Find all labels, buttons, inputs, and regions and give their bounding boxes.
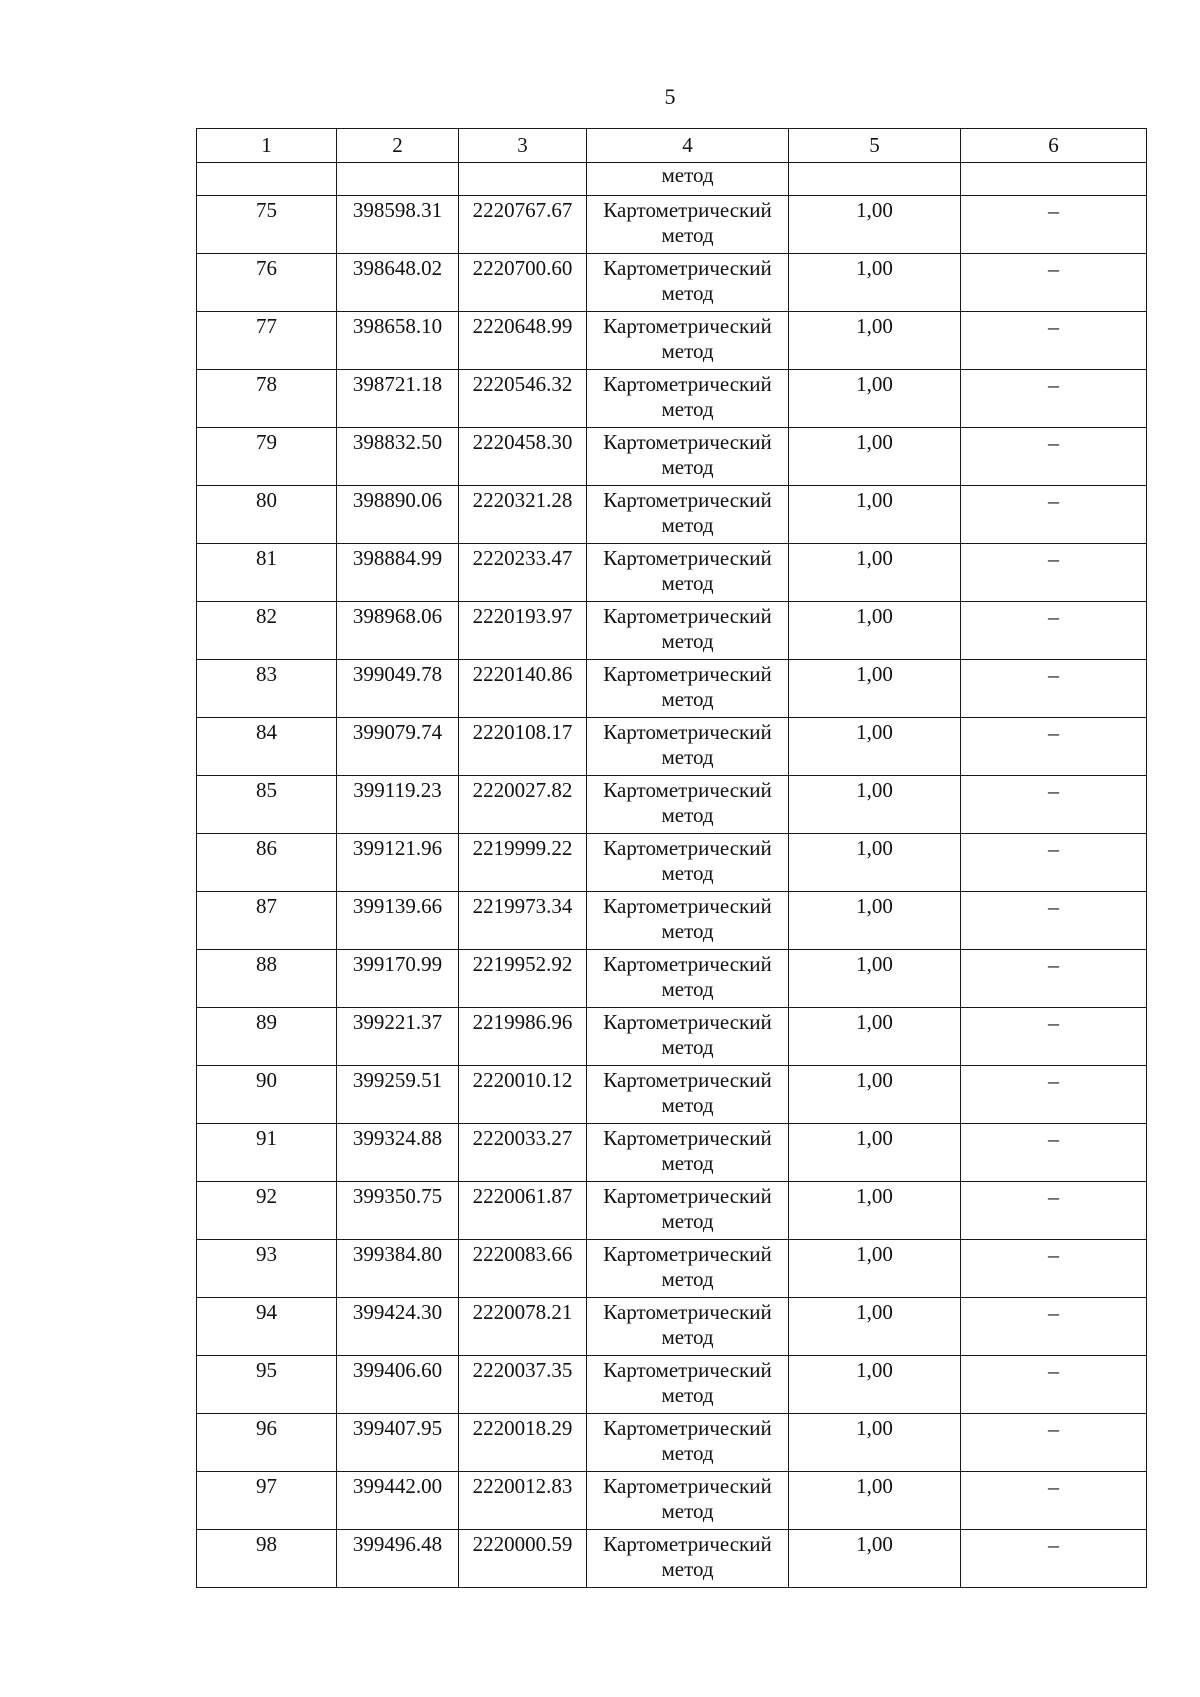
- table-row: [197, 1530, 1147, 1588]
- method-line-2: метод: [661, 571, 714, 595]
- table-row: [197, 1008, 1147, 1066]
- method-cell: [587, 892, 789, 950]
- method-line-1: Картометрический: [603, 1010, 772, 1034]
- method-line-1: Картометрический: [603, 1184, 772, 1208]
- method-line-1: Картометрический: [603, 198, 772, 222]
- y-coordinate-cell: 2220193.97: [459, 602, 587, 660]
- point-number-cell: 76: [197, 254, 337, 312]
- x-coordinate-cell: 398648.02: [337, 254, 459, 312]
- y-coordinate-cell: 2220012.83: [459, 1472, 587, 1530]
- continuation-row: [197, 163, 1147, 196]
- x-coordinate-cell: 398884.99: [337, 544, 459, 602]
- point-number-cell: 97: [197, 1472, 337, 1530]
- y-coordinate-cell: 2219952.92: [459, 950, 587, 1008]
- table-row: [197, 1240, 1147, 1298]
- note-cell: –: [961, 660, 1147, 718]
- method-cell: [587, 1008, 789, 1066]
- table-row: [197, 1298, 1147, 1356]
- method-line-1: Картометрический: [603, 1126, 772, 1150]
- x-coordinate-cell: 399121.96: [337, 834, 459, 892]
- table-row: [197, 660, 1147, 718]
- y-coordinate-cell: 2220321.28: [459, 486, 587, 544]
- table-row: [197, 892, 1147, 950]
- note-cell: –: [961, 1472, 1147, 1530]
- method-cell: [587, 776, 789, 834]
- note-cell: –: [961, 776, 1147, 834]
- method-cell: [587, 1240, 789, 1298]
- method-line-2: метод: [661, 803, 714, 827]
- note-cell: –: [961, 1356, 1147, 1414]
- table-body: [197, 129, 1147, 1588]
- x-coordinate-cell: 399119.23: [337, 776, 459, 834]
- method-line-2: метод: [661, 281, 714, 305]
- x-coordinate-cell: 399384.80: [337, 1240, 459, 1298]
- header-cell-4: 4: [587, 129, 789, 163]
- method-cell: [587, 428, 789, 486]
- y-coordinate-cell: 2219999.22: [459, 834, 587, 892]
- continuation-cell-2: [337, 163, 459, 196]
- method-line-2: метод: [661, 223, 714, 247]
- x-coordinate-cell: 399079.74: [337, 718, 459, 776]
- method-cell: [587, 1472, 789, 1530]
- table-row: [197, 718, 1147, 776]
- accuracy-cell: 1,00: [789, 776, 961, 834]
- point-number-cell: 84: [197, 718, 337, 776]
- x-coordinate-cell: 399350.75: [337, 1182, 459, 1240]
- header-cell-2: 2: [337, 129, 459, 163]
- point-number-cell: 81: [197, 544, 337, 602]
- table-row: [197, 950, 1147, 1008]
- table-row: [197, 312, 1147, 370]
- y-coordinate-cell: 2220767.67: [459, 196, 587, 254]
- method-line-2: метод: [661, 1267, 714, 1291]
- y-coordinate-cell: 2220648.99: [459, 312, 587, 370]
- note-cell: –: [961, 834, 1147, 892]
- table-row: [197, 1066, 1147, 1124]
- point-number-cell: 78: [197, 370, 337, 428]
- method-cell: [587, 602, 789, 660]
- y-coordinate-cell: 2219986.96: [459, 1008, 587, 1066]
- accuracy-cell: 1,00: [789, 602, 961, 660]
- method-line-2: метод: [661, 455, 714, 479]
- note-cell: –: [961, 370, 1147, 428]
- method-line-1: Картометрический: [603, 1358, 772, 1382]
- point-number-cell: 85: [197, 776, 337, 834]
- page-number: 5: [664, 84, 676, 109]
- accuracy-cell: 1,00: [789, 1182, 961, 1240]
- point-number-cell: 79: [197, 428, 337, 486]
- point-number-cell: 91: [197, 1124, 337, 1182]
- point-number-cell: 90: [197, 1066, 337, 1124]
- table-row: [197, 370, 1147, 428]
- point-number-cell: 88: [197, 950, 337, 1008]
- method-cell: [587, 718, 789, 776]
- x-coordinate-cell: 398721.18: [337, 370, 459, 428]
- accuracy-cell: 1,00: [789, 312, 961, 370]
- coordinates-table: [196, 128, 1147, 1588]
- table-row: [197, 1414, 1147, 1472]
- note-cell: –: [961, 486, 1147, 544]
- note-cell: –: [961, 950, 1147, 1008]
- accuracy-cell: 1,00: [789, 1008, 961, 1066]
- method-line-1: Картометрический: [603, 836, 772, 860]
- method-cell: [587, 1356, 789, 1414]
- accuracy-cell: 1,00: [789, 428, 961, 486]
- x-coordinate-cell: 399424.30: [337, 1298, 459, 1356]
- x-coordinate-cell: 399406.60: [337, 1356, 459, 1414]
- x-coordinate-cell: 399324.88: [337, 1124, 459, 1182]
- point-number-cell: 87: [197, 892, 337, 950]
- method-cell: [587, 544, 789, 602]
- note-cell: –: [961, 1124, 1147, 1182]
- point-number-cell: 86: [197, 834, 337, 892]
- x-coordinate-cell: 399259.51: [337, 1066, 459, 1124]
- table-row: [197, 1124, 1147, 1182]
- method-cell: [587, 1414, 789, 1472]
- note-cell: –: [961, 254, 1147, 312]
- method-line-2: метод: [661, 919, 714, 943]
- x-coordinate-cell: 398890.06: [337, 486, 459, 544]
- table-row: [197, 776, 1147, 834]
- y-coordinate-cell: 2220027.82: [459, 776, 587, 834]
- x-coordinate-cell: 399496.48: [337, 1530, 459, 1588]
- table-row: [197, 428, 1147, 486]
- table-row: [197, 196, 1147, 254]
- method-line-1: Картометрический: [603, 720, 772, 744]
- method-line-1: Картометрический: [603, 662, 772, 686]
- method-line-1: Картометрический: [603, 256, 772, 280]
- method-cell: [587, 1298, 789, 1356]
- method-cell: [587, 1124, 789, 1182]
- continuation-method-cell: метод: [587, 163, 789, 196]
- method-line-2: метод: [661, 1035, 714, 1059]
- note-cell: –: [961, 718, 1147, 776]
- method-cell: [587, 950, 789, 1008]
- point-number-cell: 80: [197, 486, 337, 544]
- point-number-cell: 89: [197, 1008, 337, 1066]
- table-row: [197, 1472, 1147, 1530]
- x-coordinate-cell: 399139.66: [337, 892, 459, 950]
- method-cell: [587, 254, 789, 312]
- method-cell: [587, 1530, 789, 1588]
- note-cell: –: [961, 1298, 1147, 1356]
- y-coordinate-cell: 2220061.87: [459, 1182, 587, 1240]
- table-row: [197, 544, 1147, 602]
- method-line-1: Картометрический: [603, 604, 772, 628]
- x-coordinate-cell: 399221.37: [337, 1008, 459, 1066]
- note-cell: –: [961, 1240, 1147, 1298]
- note-cell: –: [961, 1530, 1147, 1588]
- accuracy-cell: 1,00: [789, 1298, 961, 1356]
- continuation-cell-5: [789, 163, 961, 196]
- method-line-1: Картометрический: [603, 1068, 772, 1092]
- note-cell: –: [961, 312, 1147, 370]
- y-coordinate-cell: 2220010.12: [459, 1066, 587, 1124]
- accuracy-cell: 1,00: [789, 1356, 961, 1414]
- method-line-1: Картометрический: [603, 778, 772, 802]
- method-line-1: Картометрический: [603, 488, 772, 512]
- method-line-2: метод: [661, 339, 714, 363]
- y-coordinate-cell: 2219973.34: [459, 892, 587, 950]
- y-coordinate-cell: 2220037.35: [459, 1356, 587, 1414]
- method-line-1: Картометрический: [603, 1532, 772, 1556]
- method-cell: [587, 1182, 789, 1240]
- method-line-2: метод: [661, 687, 714, 711]
- method-line-2: метод: [661, 745, 714, 769]
- note-cell: –: [961, 428, 1147, 486]
- x-coordinate-cell: 399407.95: [337, 1414, 459, 1472]
- method-line-2: метод: [661, 1557, 714, 1581]
- accuracy-cell: 1,00: [789, 370, 961, 428]
- method-line-2: метод: [661, 1151, 714, 1175]
- accuracy-cell: 1,00: [789, 544, 961, 602]
- x-coordinate-cell: 398832.50: [337, 428, 459, 486]
- note-cell: –: [961, 602, 1147, 660]
- method-line-1: Картометрический: [603, 1474, 772, 1498]
- method-line-2: метод: [661, 1383, 714, 1407]
- table-row: [197, 1356, 1147, 1414]
- accuracy-cell: 1,00: [789, 718, 961, 776]
- accuracy-cell: 1,00: [789, 1066, 961, 1124]
- y-coordinate-cell: 2220108.17: [459, 718, 587, 776]
- x-coordinate-cell: 398968.06: [337, 602, 459, 660]
- header-cell-1: 1: [197, 129, 337, 163]
- y-coordinate-cell: 2220546.32: [459, 370, 587, 428]
- accuracy-cell: 1,00: [789, 1530, 961, 1588]
- method-line-2: метод: [661, 1209, 714, 1233]
- note-cell: –: [961, 1182, 1147, 1240]
- method-line-1: Картометрический: [603, 1416, 772, 1440]
- method-cell: [587, 834, 789, 892]
- method-line-2: метод: [661, 861, 714, 885]
- accuracy-cell: 1,00: [789, 660, 961, 718]
- method-cell: [587, 486, 789, 544]
- point-number-cell: 96: [197, 1414, 337, 1472]
- y-coordinate-cell: 2220700.60: [459, 254, 587, 312]
- y-coordinate-cell: 2220018.29: [459, 1414, 587, 1472]
- y-coordinate-cell: 2220233.47: [459, 544, 587, 602]
- continuation-cell-1: [197, 163, 337, 196]
- point-number-cell: 93: [197, 1240, 337, 1298]
- y-coordinate-cell: 2220083.66: [459, 1240, 587, 1298]
- accuracy-cell: 1,00: [789, 892, 961, 950]
- accuracy-cell: 1,00: [789, 834, 961, 892]
- y-coordinate-cell: 2220000.59: [459, 1530, 587, 1588]
- method-line-2: метод: [661, 397, 714, 421]
- x-coordinate-cell: 399170.99: [337, 950, 459, 1008]
- table-row: [197, 486, 1147, 544]
- method-line-2: метод: [661, 513, 714, 537]
- method-line-2: метод: [661, 977, 714, 1001]
- method-cell: [587, 660, 789, 718]
- point-number-cell: 98: [197, 1530, 337, 1588]
- note-cell: –: [961, 1008, 1147, 1066]
- x-coordinate-cell: 398598.31: [337, 196, 459, 254]
- method-cell: [587, 312, 789, 370]
- accuracy-cell: 1,00: [789, 1240, 961, 1298]
- point-number-cell: 75: [197, 196, 337, 254]
- point-number-cell: 82: [197, 602, 337, 660]
- method-line-1: Картометрический: [603, 430, 772, 454]
- y-coordinate-cell: 2220078.21: [459, 1298, 587, 1356]
- note-cell: –: [961, 1414, 1147, 1472]
- note-cell: –: [961, 892, 1147, 950]
- y-coordinate-cell: 2220140.86: [459, 660, 587, 718]
- table-row: [197, 602, 1147, 660]
- continuation-cell-6: [961, 163, 1147, 196]
- continuation-cell-3: [459, 163, 587, 196]
- method-line-1: Картометрический: [603, 1300, 772, 1324]
- y-coordinate-cell: 2220458.30: [459, 428, 587, 486]
- header-cell-3: 3: [459, 129, 587, 163]
- point-number-cell: 83: [197, 660, 337, 718]
- method-cell: [587, 1066, 789, 1124]
- x-coordinate-cell: 399442.00: [337, 1472, 459, 1530]
- accuracy-cell: 1,00: [789, 254, 961, 312]
- method-line-2: метод: [661, 1093, 714, 1117]
- method-line-1: Картометрический: [603, 894, 772, 918]
- method-line-1: Картометрический: [603, 372, 772, 396]
- accuracy-cell: 1,00: [789, 1472, 961, 1530]
- note-cell: –: [961, 544, 1147, 602]
- x-coordinate-cell: 398658.10: [337, 312, 459, 370]
- method-cell: [587, 370, 789, 428]
- point-number-cell: 92: [197, 1182, 337, 1240]
- accuracy-cell: 1,00: [789, 1414, 961, 1472]
- table-row: [197, 254, 1147, 312]
- accuracy-cell: 1,00: [789, 950, 961, 1008]
- table-header-row: [197, 129, 1147, 163]
- header-cell-6: 6: [961, 129, 1147, 163]
- method-line-2: метод: [661, 1325, 714, 1349]
- table-row: [197, 1182, 1147, 1240]
- accuracy-cell: 1,00: [789, 486, 961, 544]
- x-coordinate-cell: 399049.78: [337, 660, 459, 718]
- method-line-1: Картометрический: [603, 952, 772, 976]
- table-row: [197, 834, 1147, 892]
- accuracy-cell: 1,00: [789, 1124, 961, 1182]
- point-number-cell: 94: [197, 1298, 337, 1356]
- point-number-cell: 77: [197, 312, 337, 370]
- method-line-2: метод: [661, 1441, 714, 1465]
- method-line-2: метод: [661, 629, 714, 653]
- point-number-cell: 95: [197, 1356, 337, 1414]
- note-cell: –: [961, 1066, 1147, 1124]
- header-cell-5: 5: [789, 129, 961, 163]
- method-cell: [587, 196, 789, 254]
- accuracy-cell: 1,00: [789, 196, 961, 254]
- method-line-1: Картометрический: [603, 1242, 772, 1266]
- method-line-1: Картометрический: [603, 546, 772, 570]
- note-cell: –: [961, 196, 1147, 254]
- y-coordinate-cell: 2220033.27: [459, 1124, 587, 1182]
- method-line-1: Картометрический: [603, 314, 772, 338]
- method-line-2: метод: [661, 1499, 714, 1523]
